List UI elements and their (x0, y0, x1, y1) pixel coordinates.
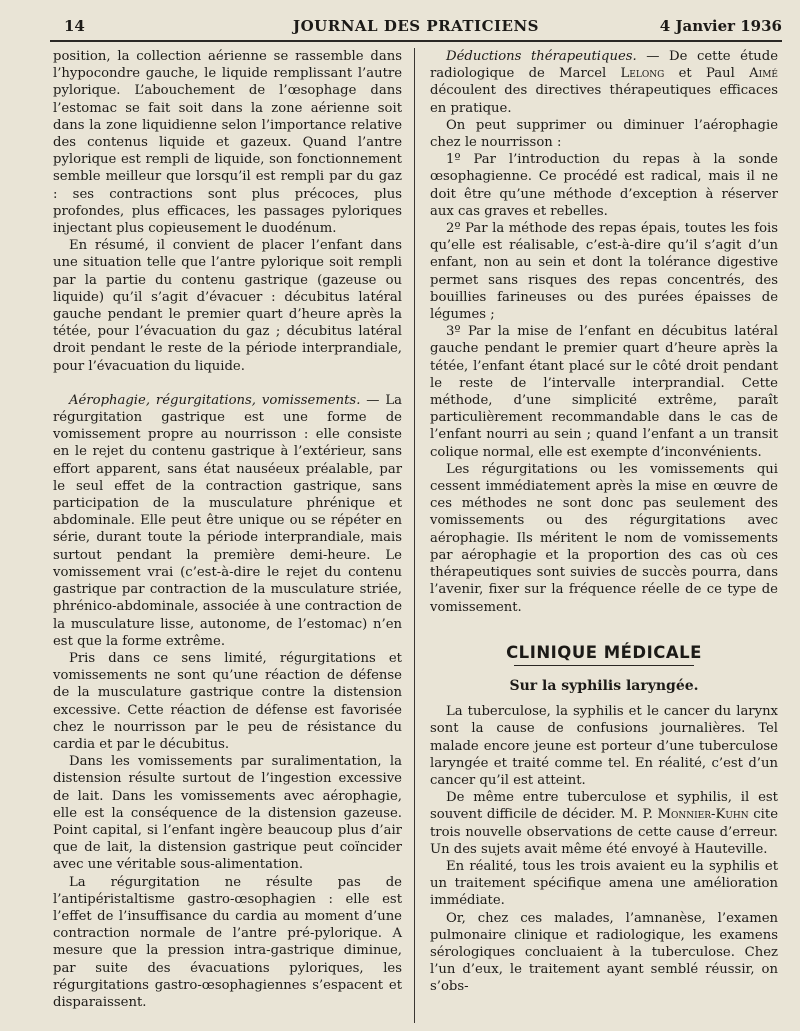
article-title: Sur la syphilis laryngée. (509, 677, 699, 694)
paragraph: Les régurgitations ou les vomissements qui cessent immédiatement après la mise en œuvre de ces méthodes ne sont donc pas seulement des vomissements ou des régurgitations avec aérophagie. Ils méritent le nom de vomissements par aérophagie et la proportion des cas où ces thérapeutiques sont suivies de succès pourra, dans l’avenir, fixer sur la fréquence réelle de ce type de vomissement. (430, 461, 778, 615)
paragraph-text: cite trois nouvelle observations de cette cause d’erreur. Un des sujets avait même été envoyé à Hauteville. (430, 807, 778, 857)
subsection-heading: Déductions thérapeutiques. (446, 49, 637, 64)
paragraph: Dans les vomissements par suralimentation, la distension résulte surtout de l’ingestion excessive de lait. Dans les vomissements avec aérophagie, elle est la conséquence de la distension gazeuse. Point capital, si l’enfant ingère beaucoup plus d’air que de lait, la distension gastrique peut coïncider avec une véritable sous-alimentation. (53, 754, 402, 873)
section-gap (430, 616, 778, 644)
paragraph-text: et Paul (664, 66, 750, 82)
paragraph-text: — La régurgitation gastrique est une forme de vomissement propre au nourrisson : elle consiste en le rejet du contenu gastrique à l’extérieur, sans effort apparent, sans état nauséeux préalable, par le seul effet de la contraction gastrique, sans participation de la musculature phrénique et abdominale. Elle peut être unique ou se répéter en série, durant toute la période interprandiale, mais surtout pendant la première demi-heure. Le vomissement vrai (c’est-à-dire le rejet du contenu gastrique par contraction de la musculature striée, phrénico-abdominale, associée à une contraction de la musculature lisse, autonome, de l’estomac) n’en est que la forme extrême. (53, 392, 402, 649)
paragraph: 1º Par l’introduction du repas à la sonde œsophagienne. Ce procédé est radical, mais il ne doit être qu’une méthode d’exception à réserver aux cas graves et rebelles. (430, 152, 778, 219)
paragraph: On peut supprimer ou diminuer l’aérophagie chez le nourrisson : (430, 117, 778, 151)
page-number: 14 (64, 17, 85, 35)
paragraph: La tuberculose, la syphilis et le cancer du larynx sont la cause de confusions journalières. Tel malade encore jeune est porteur d’une tuberculose laryngée et traité comme tel. En réalité, c’est d’un cancer qu’il est atteint. (430, 704, 778, 788)
paragraph: 3º Par la mise de l’enfant en décubitus latéral gauche pendant le premier quart d’heure après la tétée, l’enfant étant placé sur le côté droit pendant le reste de l’intervalle interprandial. Cette méthode, d’une simplicité extrême, paraît particulièrement recommandable dans le cas de l’enfant nourri au sein ; quand l’enfant a un transit colique normal, elle est exempte d’inconvénients. (430, 324, 778, 460)
paragraph (430, 48, 778, 117)
paragraph: Pris dans ce sens limité, régurgitations et vomissements ne sont qu’une réaction de défense de la musculature gastrique contre la distension excessive. Cette réaction de défense est favorisée chez le nourrisson par le peu de résistance du cardia et par le décubitus. (53, 650, 402, 752)
left-column (53, 48, 402, 1011)
right-column (430, 48, 778, 996)
subsection-heading: Aérophagie, régurgitations, vomissements. (69, 392, 361, 408)
section-title: CLINIQUE MÉDICALE (506, 642, 702, 662)
author-name: Monnier-Kuhn (657, 807, 749, 823)
paragraph: En réalité, tous les trois avaient eu la syphilis et un traitement spécifique amena une amélioration immédiate. (430, 858, 778, 909)
journal-title: JOURNAL DES PRATICIENS (293, 17, 539, 35)
author-name: Lelong (620, 66, 665, 82)
paragraph: Or, chez ces malades, l’amnanèse, l’examen pulmonaire clinique et radiologique, les examens sérologiques concluaient à la tuberculose. Chez l’un d’eux, le traitement ayant semblé réussir, on s’obs- (430, 910, 778, 995)
paragraph (53, 392, 402, 650)
paragraph: La régurgitation ne résulte pas de l’antipéristaltisme gastro-œsophagien : elle est l’effet de l’insuffisance du cardia au moment d’une contraction normale de l’antre pré-pylorique. A mesure que la pression intra-gastrique diminue, par suite des évacuations pyloriques, les régurgitations gastro-œsophagiennes s’espacent et disparaissent. (53, 874, 402, 1010)
paragraph (430, 789, 778, 858)
paragraph-text: De même entre tuberculose et syphilis, il est souvent difficile de décider. M. P. (430, 790, 778, 823)
running-header (50, 14, 782, 42)
column-divider (414, 48, 415, 1023)
issue-date: 4 Janvier 1936 (659, 17, 782, 35)
author-name: Aimé (749, 66, 778, 82)
paragraph: position, la collection aérienne se rassemble dans l’hypocondre gauche, le liquide remplissant l’autre pylorique. L’abouchement de l’œsophage dans l’estomac se fait soit dans la zone aérienne soit dans la zone liquidienne selon l’importance relative des contenus liquide et gazeux. Quand l’antre pylorique est rempli de liquide, son fonctionnement semble meilleur que lorsqu’il est rempli par du gaz : ses contractions sont plus précoces, plus profondes, plus efficaces, les passages pyloriques injectant plus copieusement le duodénum. (53, 49, 402, 237)
paragraph: 2º Par la méthode des repas épais, toutes les fois qu’elle est réalisable, c’est-à-dire qu’il s’agit d’un enfant, non au sein et dont la tolérance digestive permet sans risques des repas concentrés, des bouillies farineuses ou des purées épaisses de légumes ; (430, 221, 778, 323)
paragraph-text: — De cette étude radiologique de Marcel (430, 49, 779, 82)
paragraph-text: découlent des directives thérapeutiques efficaces en pratique. (430, 83, 778, 116)
section-rule (514, 665, 694, 666)
paragraph-gap (53, 375, 402, 392)
paragraph: En résumé, il convient de placer l’enfant dans une situation telle que l’antre pylorique soit rempli par la partie du contenu gastrique (gazeuse ou liquide) qu’il s’agit d’évacuer : décubitus latéral gauche pendant le premier quart d’heure après la tétée, pour l’évacuation du gaz ; décubitus latéral droit pendant le reste de la période interprandiale, pour l’évacuation du liquide. (53, 238, 402, 374)
